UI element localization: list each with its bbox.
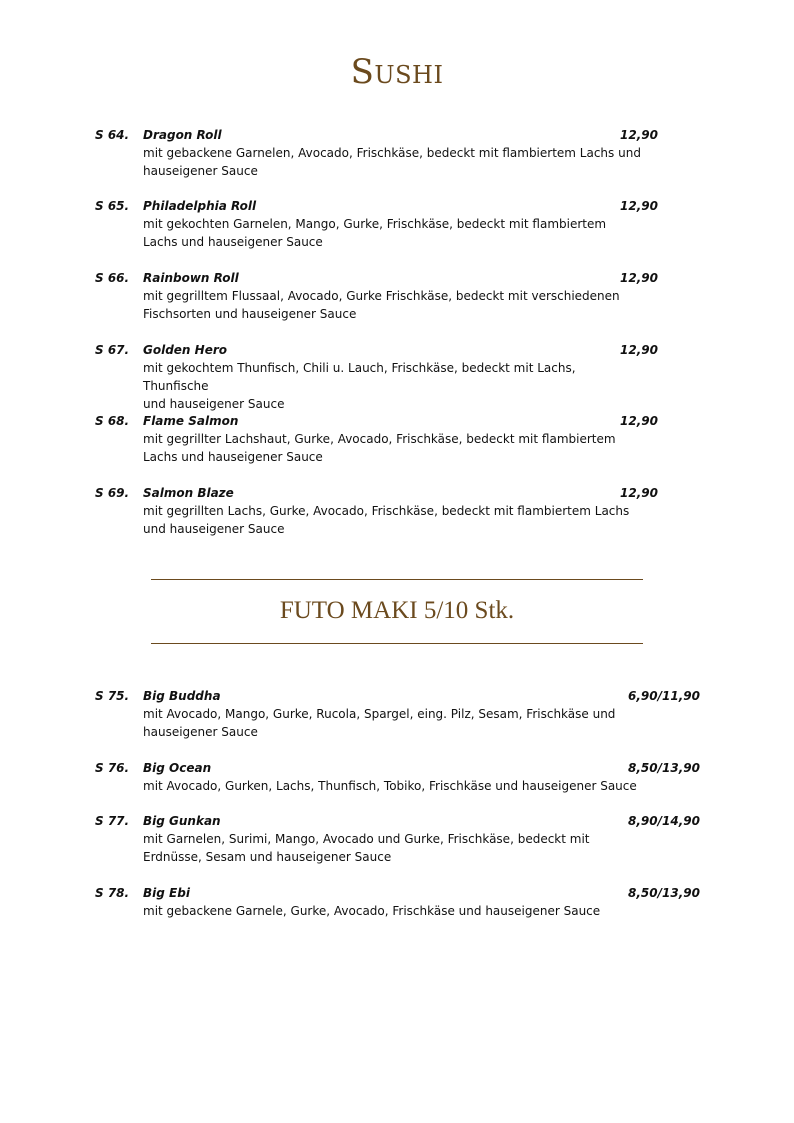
description-line: Lachs und hauseigener Sauce [143,450,323,464]
item-description [143,705,643,741]
item-price: 8,50/13,90 [628,761,700,775]
description-line: mit Avocado, Gurken, Lachs, Thunfisch, Tobiko, Frischkäse und hauseigener Sauce [143,779,637,793]
futo-section-title: FUTO MAKI 5/10 Stk. [279,597,515,624]
item-description [143,287,643,323]
item-price: 12,90 [620,486,658,500]
item-description [143,502,643,538]
item-number: S 69. [95,486,130,500]
item-price: 12,90 [620,199,658,213]
description-line: mit gekochten Garnelen, Mango, Gurke, Frischkäse, bedeckt mit flambiertem [143,217,607,231]
description-line: mit gegrillten Lachs, Gurke, Avocado, Frischkäse, bedeckt mit flambiertem Lachs [143,504,630,518]
item-description [143,430,643,466]
description-line: mit gegrillter Lachshaut, Gurke, Avocado, Frischkäse, bedeckt mit flambiertem [143,432,616,446]
item-price: 8,90/14,90 [628,814,700,828]
description-line: mit Garnelen, Surimi, Mango, Avocado und Gurke, Frischkäse, bedeckt mit [143,832,590,846]
sushi-section-title: Sushi [350,52,444,92]
description-line: mit gekochtem Thunfisch, Chili u. Lauch, Frischkäse, bedeckt mit Lachs, Thunfische [143,361,576,393]
description-line: und hauseigener Sauce [143,397,285,411]
description-line: mit Avocado, Mango, Gurke, Rucola, Spargel, eing. Pilz, Sesam, Frischkäse und [143,707,616,721]
description-line: hauseigener Sauce [143,725,258,739]
item-name: Big Buddha [143,689,221,703]
description-line: und hauseigener Sauce [143,522,285,536]
item-description [143,902,643,920]
item-number: S 75. [95,689,130,703]
item-name: Big Ocean [143,761,212,775]
item-name: Dragon Roll [143,128,222,142]
item-description [143,777,643,795]
item-number: S 68. [95,414,130,428]
description-line: mit gegrilltem Flussaal, Avocado, Gurke Frischkäse, bedeckt mit verschiedenen [143,289,620,303]
item-name: Big Ebi [143,886,190,900]
item-name: Salmon Blaze [143,486,234,500]
item-description [143,830,643,866]
description-line: mit gebackene Garnelen, Avocado, Frischkäse, bedeckt mit flambiertem Lachs und [143,146,641,160]
divider-bottom [151,643,643,644]
item-number: S 77. [95,814,130,828]
item-price: 12,90 [620,271,658,285]
item-number: S 76. [95,761,130,775]
item-name: Philadelphia Roll [143,199,257,213]
item-name: Flame Salmon [143,414,239,428]
item-number: S 65. [95,199,130,213]
item-number: S 78. [95,886,130,900]
item-price: 12,90 [620,128,658,142]
item-price: 8,50/13,90 [628,886,700,900]
item-description [143,215,643,251]
item-number: S 64. [95,128,130,142]
item-price: 12,90 [620,414,658,428]
item-name: Big Gunkan [143,814,221,828]
description-line: Fischsorten und hauseigener Sauce [143,307,357,321]
item-price: 6,90/11,90 [628,689,700,703]
item-name: Rainbown Roll [143,271,239,285]
description-line: Lachs und hauseigener Sauce [143,235,323,249]
description-line: Erdnüsse, Sesam und hauseigener Sauce [143,850,392,864]
item-price: 12,90 [620,343,658,357]
item-number: S 66. [95,271,130,285]
item-description [143,359,643,413]
description-line: mit gebackene Garnele, Gurke, Avocado, Frischkäse und hauseigener Sauce [143,904,601,918]
description-line: hauseigener Sauce [143,164,258,178]
item-description [143,144,643,180]
item-number: S 67. [95,343,130,357]
divider-top [151,579,643,580]
item-name: Golden Hero [143,343,227,357]
